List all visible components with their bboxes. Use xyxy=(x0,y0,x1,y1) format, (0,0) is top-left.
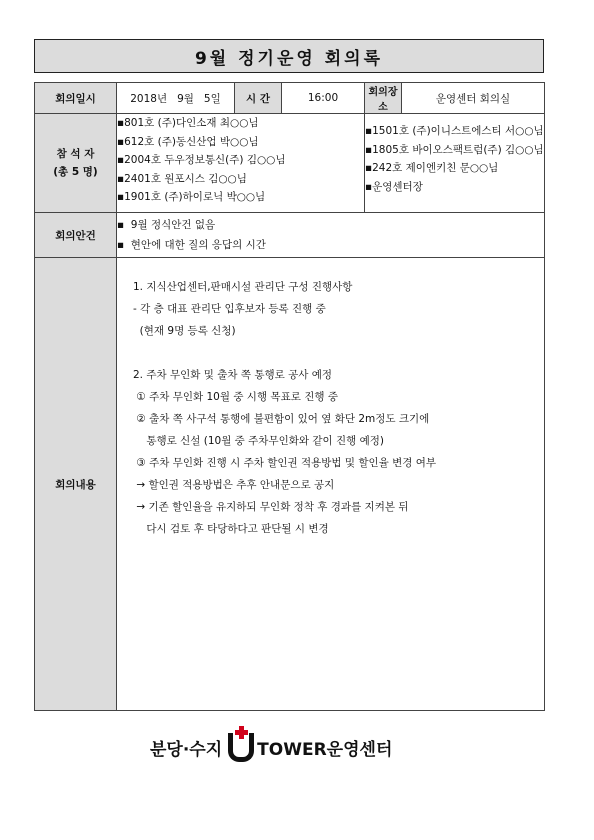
content-line: ② 출차 쪽 사구석 통행에 불편함이 있어 옆 화단 2m정도 크기에 xyxy=(133,413,430,425)
time-value: 16:00 xyxy=(282,83,365,114)
date-label: 회의일시 xyxy=(35,83,117,114)
content-line: → 기존 할인율을 유지하되 무인화 정착 후 경과를 지켜본 뒤 xyxy=(133,501,409,513)
content-line: 다시 검토 후 타당하다고 판단될 시 변경 xyxy=(133,523,329,535)
agenda-item: ▪ 현안에 대한 질의 응답의 시간 xyxy=(117,239,266,251)
content-line: ③ 주차 무인화 진행 시 주차 할인권 적용방법 및 할인율 변경 여부 xyxy=(133,457,437,469)
agenda-row xyxy=(35,213,545,258)
attendee-item: ▪2401호 원포시스 김○○님 xyxy=(117,172,247,185)
content-body xyxy=(117,258,545,711)
content-row xyxy=(35,258,545,711)
agenda-label: 회의안건 xyxy=(35,213,117,258)
footer-logo xyxy=(150,722,392,762)
date-value: 2018년 9월 5일 xyxy=(117,83,235,114)
place-value: 운영센터 회의실 xyxy=(402,83,545,114)
content-line: (현재 9명 등록 신청) xyxy=(133,325,236,337)
meeting-minutes-table xyxy=(34,82,545,711)
footer-brand: TOWER xyxy=(257,740,327,760)
content-line: ① 주차 무인화 10월 중 시행 목표로 진행 중 xyxy=(133,391,338,403)
content-line: → 할인권 적용방법은 추후 안내문으로 공지 xyxy=(133,479,335,491)
meeting-info-row xyxy=(35,83,545,114)
attendee-item: ▪612호 (주)동신산업 박○○님 xyxy=(117,135,259,148)
document-title: 9월 정기운영 회의록 xyxy=(34,39,544,73)
content-line: - 각 층 대표 관리단 입후보자 등록 진행 중 xyxy=(133,303,326,315)
agenda-item: ▪ 9월 정식안건 없음 xyxy=(117,219,216,231)
content-label: 회의내용 xyxy=(35,258,117,711)
attendees-row xyxy=(35,114,545,213)
attendees-right-list xyxy=(365,114,545,213)
content-line: 1. 지식산업센터,판매시설 관리단 구성 진행사항 xyxy=(133,281,353,293)
attendee-item: ▪2004호 두우정보통신(주) 김○○님 xyxy=(117,154,286,166)
attendee-item: ▪1901호 (주)하이로닉 박○○님 xyxy=(117,191,266,203)
attendee-item: ▪1805호 바이오스팩트럼(주) 김○○님 xyxy=(365,143,544,156)
u-logo-icon xyxy=(226,726,254,762)
attendee-item: ▪1501호 (주)이니스트에스티 서○○님 xyxy=(365,125,544,137)
content-line: 통행로 신설 (10월 중 주차무인화와 같이 진행 예정) xyxy=(133,435,384,447)
attendee-item: ▪801호 (주)다인소재 최○○님 xyxy=(117,117,259,129)
attendees-label xyxy=(35,114,117,213)
attendees-left-list xyxy=(117,114,365,213)
time-label: 시 간 xyxy=(235,83,282,114)
attendees-count: (총 5 명) xyxy=(53,166,98,178)
footer-suffix: 운영센터 xyxy=(326,740,393,760)
agenda-list xyxy=(117,213,545,258)
attendee-item: ▪운영센터장 xyxy=(365,180,423,193)
attendees-label-title: 참 석 자 xyxy=(56,148,95,160)
attendee-item: ▪242호 제이엔키친 문○○님 xyxy=(365,162,499,174)
content-line: 2. 주차 무인화 및 출차 쪽 통행로 공사 예정 xyxy=(133,369,333,381)
place-label: 회의장소 xyxy=(365,83,402,114)
content-line xyxy=(123,342,544,364)
footer-prefix: 분당·수지 xyxy=(150,740,223,760)
